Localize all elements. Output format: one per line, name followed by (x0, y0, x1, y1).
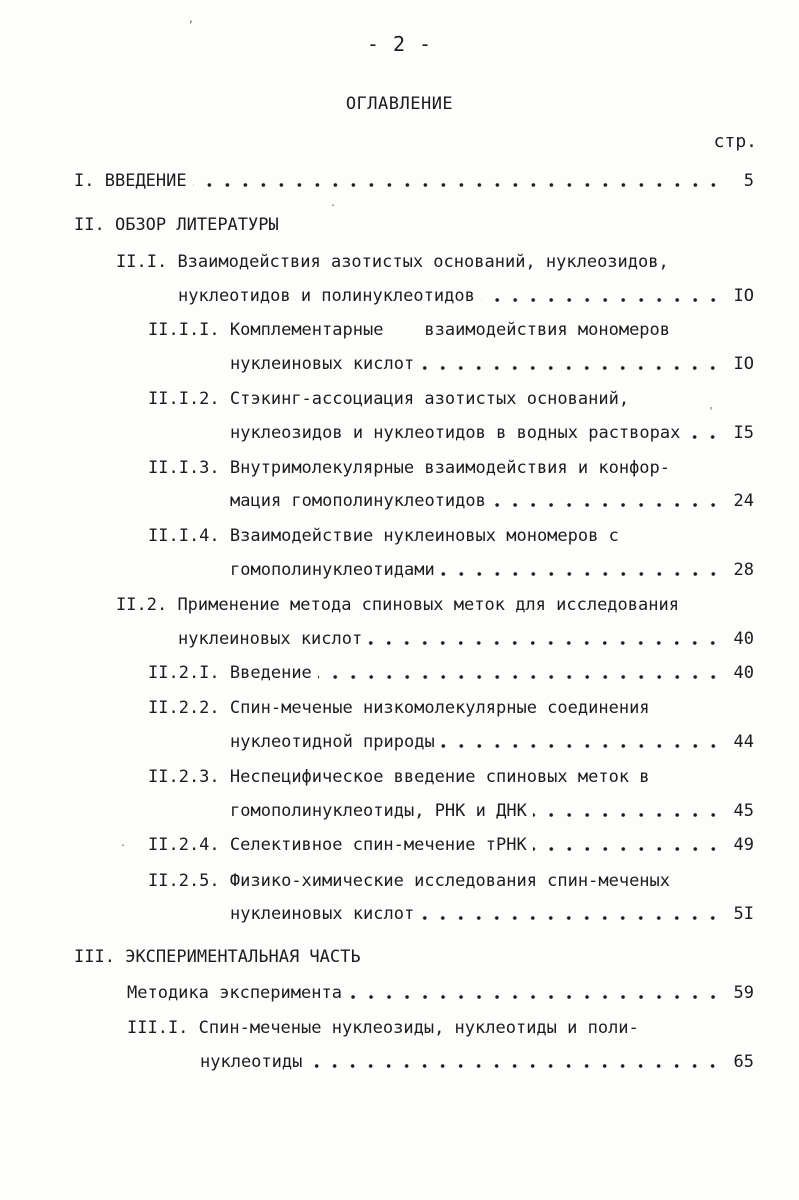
entry-title-cont: нуклеотидной природы (230, 732, 435, 752)
dot-leader (533, 846, 722, 852)
entry-title-cont: гомополинуклеотиды, РНК и ДНК (230, 801, 527, 821)
entry-title-cont: нуклеиновых кислот (230, 354, 415, 374)
entry-title-cont: гомополинуклеотидами (230, 560, 435, 580)
entry-title: Стэкинг-ассоциация азотистых оснований, (229, 389, 630, 409)
entry-number: II.2.5. (148, 871, 220, 891)
toc-entry-2-2-3-line1 (148, 763, 650, 791)
dot-leader (193, 182, 722, 188)
entry-title-cont: нуклеиновых кислот (230, 904, 415, 924)
dot-leader (348, 994, 722, 1000)
entry-page: 5 (743, 171, 754, 191)
entry-title: Комплементарные взаимодействия мономеров (229, 320, 671, 340)
toc-entry-2-2-4 (148, 831, 754, 859)
scan-speck: , (188, 14, 195, 25)
toc-entry-2-2-5-line2 (230, 900, 754, 928)
toc-entry-2-1-1-line2 (230, 350, 754, 378)
entry-page: 40 (733, 629, 754, 649)
entry-page: 59 (733, 983, 754, 1003)
entry-title: Селективное спин-мечение тРНК (229, 835, 527, 855)
entry-title-cont: мация гомополинуклеотидов (230, 491, 486, 511)
dot-leader (368, 640, 722, 646)
toc-entry-3-1-line1 (127, 1014, 639, 1042)
entry-title: Спин-меченые нуклеозиды, нуклеотиды и поли- (198, 1018, 639, 1038)
toc-entry-introduction (74, 167, 754, 195)
entry-title-cont: нуклеотидов и полинуклеотидов (178, 286, 475, 306)
toc-title: ОГЛАВЛЕНИЕ (345, 94, 454, 114)
entry-title: ЭКСПЕРИМЕНТАЛЬНАЯ ЧАСТЬ (125, 947, 361, 967)
toc-entry-2-1-4-line1 (148, 522, 619, 550)
entry-number: II.2.I. (148, 663, 220, 683)
entry-number: II.2.4. (148, 835, 220, 855)
scan-speck: . (330, 198, 337, 209)
dot-leader (308, 1063, 722, 1069)
entry-page: 45 (733, 801, 754, 821)
entry-page: I5 (733, 423, 754, 443)
toc-entry-2-1-4-line2 (230, 556, 754, 584)
toc-entry-experimental (74, 943, 361, 971)
entry-page: IO (733, 354, 754, 374)
toc-entry-2-1-3-line2 (230, 487, 754, 515)
toc-entry-2-2-3-line2 (230, 797, 754, 825)
toc-entry-3-1-line2 (200, 1048, 754, 1076)
dot-leader (318, 674, 722, 680)
toc-entry-2-2-2-line2 (230, 728, 754, 756)
toc-entry-2-2-1 (148, 659, 754, 687)
entry-title: ОБЗОР ЛИТЕРАТУРЫ (114, 215, 279, 235)
dot-leader (686, 434, 722, 440)
dot-leader (420, 365, 722, 371)
entry-title-cont: нуклеиновых кислот (178, 629, 363, 649)
scan-speck: . (120, 838, 127, 849)
entry-number: I. (74, 171, 95, 191)
entry-title: Физико-химические исследования спин-меченых (229, 871, 671, 891)
entry-title-cont: нуклеозидов и нуклеотидов в водных растворах (230, 423, 681, 443)
entry-title: Взаимодействие нуклеиновых мономеров с (229, 526, 619, 546)
entry-title: Спин-меченые низкомолекулярные соединения (229, 698, 650, 718)
toc-entry-2-2-2-line1 (148, 694, 650, 722)
entry-number: II.I.2. (148, 389, 220, 409)
entry-title: Методика эксперимента (127, 983, 342, 1003)
entry-number: II.I.I. (148, 320, 220, 340)
entry-title: Применение метода спиновых меток для исследования (177, 595, 679, 615)
entry-number: II. (74, 215, 105, 235)
toc-entry-2-1-3-line1 (148, 454, 670, 482)
entry-page: 65 (733, 1052, 754, 1072)
entry-number: III.I. (127, 1018, 189, 1038)
entry-page: 49 (733, 835, 754, 855)
dot-leader (481, 297, 722, 303)
entry-page: 28 (733, 560, 754, 580)
dot-leader (492, 502, 722, 508)
entry-number: III. (74, 947, 115, 967)
toc-entry-literature-review (74, 211, 279, 239)
entry-number: II.2. (116, 595, 168, 615)
toc-entry-2-1-2-line2 (230, 419, 754, 447)
toc-entry-2-1-line1 (116, 248, 669, 276)
toc-entry-2-2-line2 (178, 625, 754, 653)
toc-entry-2-2-line1 (116, 591, 679, 619)
entry-page: 5I (733, 904, 754, 924)
entry-title-cont: нуклеотиды (200, 1052, 303, 1072)
entry-number: II.I. (116, 252, 168, 272)
entry-number: II.2.2. (148, 698, 220, 718)
dot-leader (441, 571, 722, 577)
entry-title: Введение (229, 663, 312, 683)
toc-entry-2-1-1-line1 (148, 316, 670, 344)
entry-page: 24 (733, 491, 754, 511)
entry-number: II.2.3. (148, 767, 220, 787)
entry-title: Взаимодействия азотистых оснований, нуклеозидов, (177, 252, 669, 272)
dot-leader (420, 915, 722, 921)
entry-page: 40 (733, 663, 754, 683)
scan-speck: ' (708, 406, 715, 417)
dot-leader (441, 743, 722, 749)
page-number: - 2 - (366, 32, 433, 56)
dot-leader (533, 812, 722, 818)
toc-entry-2-1-2-line1 (148, 385, 629, 413)
toc-entry-2-2-5-line1 (148, 867, 670, 895)
entry-title: Неспецифическое введение спиновых меток в (229, 767, 650, 787)
entry-page: 44 (733, 732, 754, 752)
page-column-label: стр. (713, 131, 757, 152)
toc-entry-2-1-line2 (178, 282, 754, 310)
entry-number: II.I.3. (148, 458, 220, 478)
toc-entry-methods (127, 979, 754, 1007)
entry-title: Внутримолекулярные взаимодействия и конфор- (229, 458, 671, 478)
entry-number: II.I.4. (148, 526, 220, 546)
entry-page: IO (733, 286, 754, 306)
entry-title: ВВЕДЕНИЕ (104, 171, 187, 191)
